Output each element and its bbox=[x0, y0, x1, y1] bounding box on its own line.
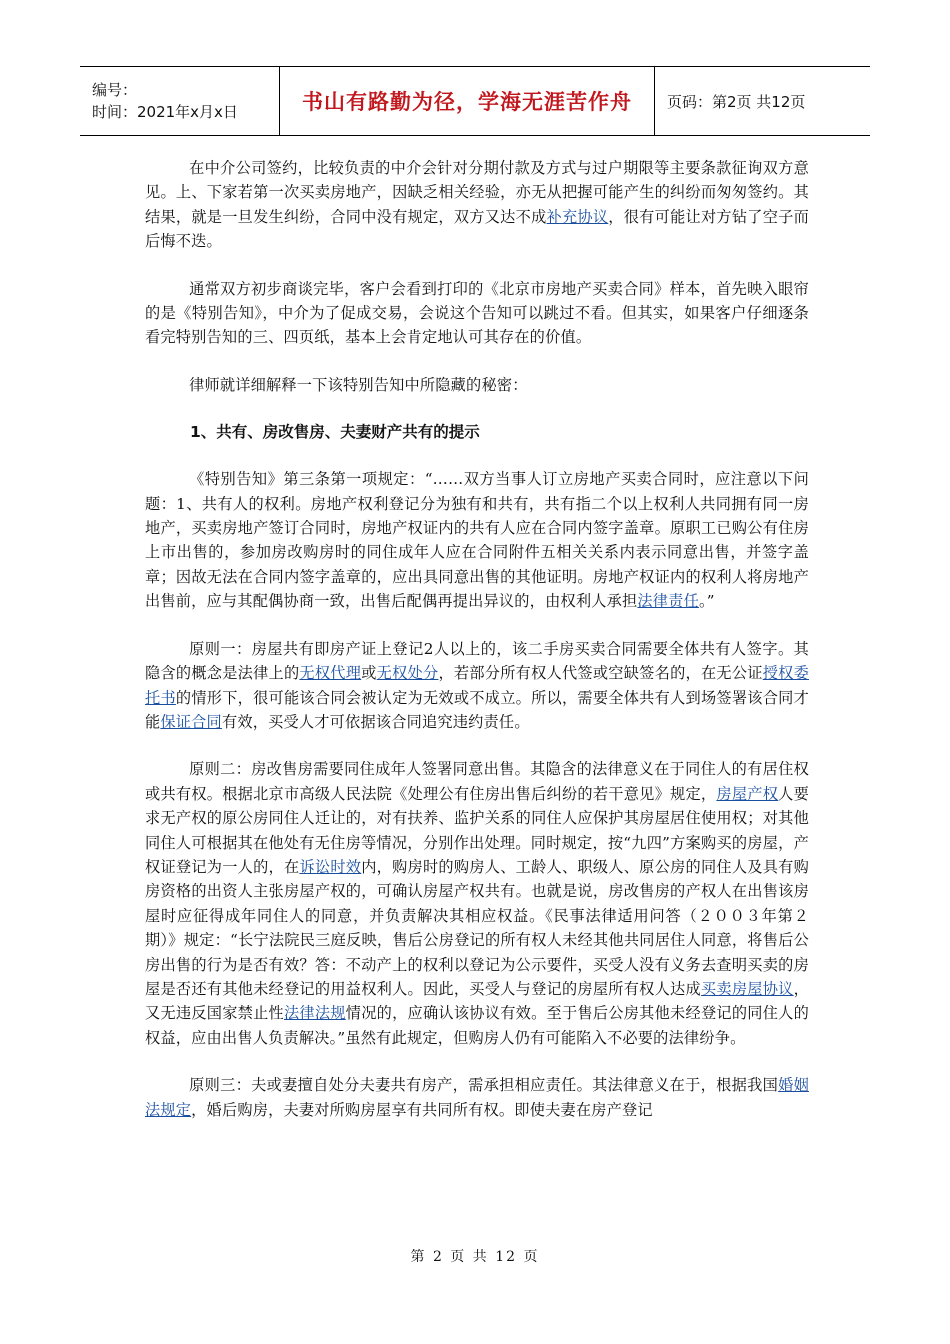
link-house-sale-agreement[interactable]: 买卖房屋协议 bbox=[700, 979, 794, 998]
link-laws-regulations[interactable]: 法律法规 bbox=[283, 1004, 346, 1023]
text-segment: ，婚后购房，夫妻对所购房屋享有共同所有权。即使夫妻在房产登记 bbox=[191, 1100, 653, 1119]
text-segment: 情况的，应确认该协议有效。至于售后公房其他未经登记的同住人的权益，应由出售人负责解决。”虽然有此规定，但购房人仍有可能陷入不必要的法律纷争。 bbox=[145, 1004, 809, 1047]
date-label: 时间：2021年x月x日 bbox=[92, 103, 238, 121]
link-power-of-attorney[interactable]: 授权委托书 bbox=[145, 664, 810, 707]
link-guarantee-contract[interactable]: 保证合同 bbox=[160, 712, 222, 731]
header-meta bbox=[80, 67, 280, 135]
document-body bbox=[145, 156, 809, 1145]
text-segment: 人要求无产权的原公房同住人迁让的，对有扶养、监护关系的同住人应保护其房屋居住使用权；对其他同住人可根据其在他处有无住房等情况，分别作出处理。同时规定，按“九四”方案购买的房屋，产权证登记为一人的，在 bbox=[145, 784, 809, 876]
text-segment: 有效，买受人才可依据该合同追究违约责任。 bbox=[221, 712, 530, 731]
text-segment: 。” bbox=[698, 592, 715, 611]
link-legal-liability[interactable]: 法律责任 bbox=[637, 592, 699, 611]
header-page-info bbox=[655, 67, 870, 135]
link-unauthorized-agency[interactable]: 无权代理 bbox=[299, 664, 362, 683]
text-segment: ，若部分所有权人代签或空缺签名的，在无公证 bbox=[438, 664, 763, 683]
text-segment: ，又无违反国家禁止性 bbox=[145, 979, 810, 1023]
text-segment: 原则三：夫或妻擅自处分夫妻共有房产，需承担相应责任。其法律意义在于，根据我国 bbox=[189, 1076, 779, 1095]
text-segment: 在中介公司签约，比较负责的中介会针对分期付款及方式与过户期限等主要条款征询双方意见。上、下家若第一次买卖房地产，因缺乏相关经验，亦无从把握可能产生的纠纷而匆匆签约。其结果，就是一旦发生纠纷，合同中没有规定，双方又达不成 bbox=[145, 159, 809, 226]
text-segment: 内，购房时的购房人、工龄人、职级人、原公房的同住人及具有购房资格的出资人主张房屋产权的，可确认房屋产权共有。也就是说，房改售房的产权人在出售该房屋时应征得成年同住人的同意，并负责解决其相应权益。《民事法律适用问答（２００３年第２期）》规定：“长宁法院民三庭反映，售后公房登记的所有权人未经其他共同居住人同意，将售后公房出售的行为是否有效？答：不动产上的权利以登记为公示要件，买受人没有义务去查明买卖的房屋是否还有其他未经登记的用益权利人。因此，买受人与登记的房屋所有权人达成 bbox=[145, 857, 809, 998]
paragraph-principle-one bbox=[145, 637, 809, 735]
page-footer: 第 2 页 共 12 页 bbox=[410, 1249, 540, 1265]
document-header bbox=[80, 66, 870, 136]
paragraph-special-notice: 通常双方初步商谈完毕，客户会看到打印的《北京市房地产买卖合同》样本，首先映入眼帘的是《特别告知》，中介为了促成交易，会说这个告知可以跳过不看。但其实，如果客户仔细逐条看完特别告知的三、四页纸，基本上会肯定地认可其存在的价值。 bbox=[145, 279, 809, 347]
header-motto bbox=[280, 67, 655, 135]
paragraph-lawyer-intro: 律师就详细解释一下该特别告知中所隐藏的秘密： bbox=[189, 375, 528, 394]
paragraph-article-three bbox=[145, 467, 809, 613]
text-segment: 原则一：房屋共有即房产证上登记2人以上的，该二手房买卖合同需要全体共有人签字。其隐含的概念是法律上的 bbox=[145, 639, 809, 683]
paragraph-principle-three bbox=[145, 1073, 809, 1122]
text-segment: 原则二：房改售房需要同住成年人签署同意出售。其隐含的法律意义在于同住人的有居住权或共有权。根据北京市高级人民法院《处理公有住房出售后纠纷的若干意见》规定， bbox=[145, 760, 809, 803]
link-limitation-period[interactable]: 诉讼时效 bbox=[299, 857, 362, 876]
link-property-rights[interactable]: 房屋产权 bbox=[716, 784, 779, 803]
paragraph-principle-two bbox=[145, 757, 809, 1050]
text-segment: 《特别告知》第三条第一项规定：“……双方当事人订立房地产买卖合同时，应注意以下问题：1、共有人的权利。房地产权利登记分为独有和共有，共有指二个以上权利人共同拥有同一房地产，买卖房地产签订合同时，房地产权证内的共有人应在合同内签字盖章。原职工已购公有住房上市出售的，参加房改购房时的同住成年人应在合同附件五相关关系内表示同意出售，并签字盖章；因故无法在合同内签字盖章的，应出具同意出售的其他证明。房地产权证内的权利人将房地产出售前，应与其配偶协商一致，出售后配偶再提出异议的，由权利人承担 bbox=[145, 470, 809, 611]
paragraph-signing bbox=[145, 156, 809, 254]
link-unauthorized-disposal[interactable]: 无权处分 bbox=[376, 664, 439, 683]
page-info-text: 页码：第2页 共12页 bbox=[667, 92, 806, 111]
link-supplementary-agreement[interactable]: 补充协议 bbox=[546, 207, 609, 226]
text-segment: 或 bbox=[361, 664, 377, 683]
number-label: 编号： bbox=[92, 81, 138, 99]
text-segment: 的情形下，很可能该合同会被认定为无效或不成立。所以，需要全体共有人到场签署该合同才能 bbox=[145, 688, 809, 731]
section-heading: 1、共有、房改售房、夫妻财产共有的提示 bbox=[189, 423, 480, 442]
motto-text: 书山有路勤为径，学海无涯苦作舟 bbox=[302, 90, 632, 114]
text-segment: ，很有可能让对方钻了空子而后悔不迭。 bbox=[145, 207, 809, 251]
link-marriage-law[interactable]: 婚姻法规定 bbox=[145, 1076, 809, 1119]
